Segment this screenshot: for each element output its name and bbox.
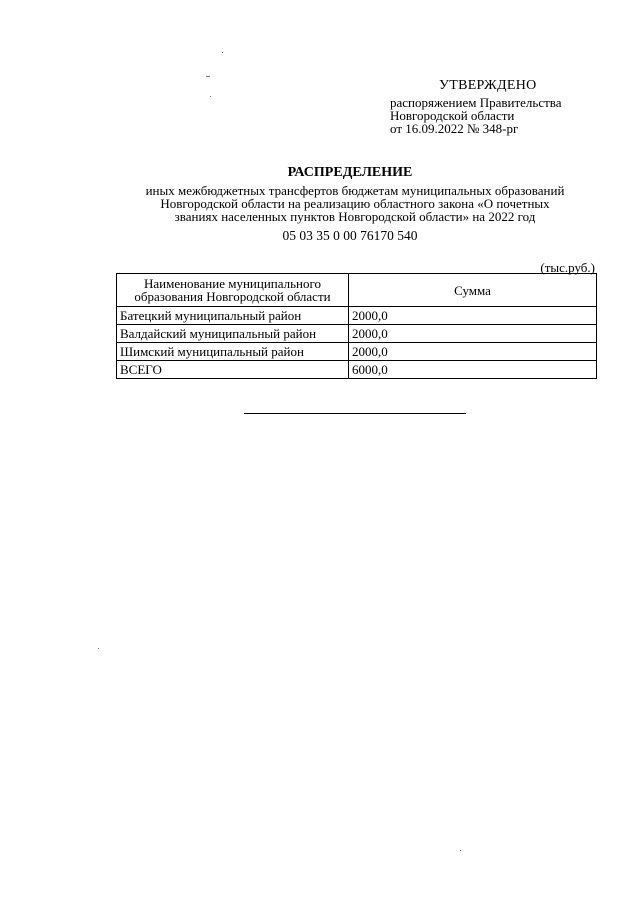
total-sum: 6000,0 — [349, 361, 597, 379]
total-label: ВСЕГО — [117, 361, 349, 379]
distribution-table — [116, 273, 597, 379]
table-row — [117, 307, 597, 325]
row-name: Батецкий муниципальный район — [117, 307, 349, 325]
approval-details — [390, 96, 562, 135]
document-title: РАСПРЕДЕЛЕНИЕ — [287, 165, 413, 180]
header-name — [117, 274, 349, 307]
scan-speck — [222, 52, 223, 53]
row-sum: 2000,0 — [349, 307, 597, 325]
header-name-line: Наименование муниципального — [143, 276, 322, 291]
approval-title: УТВЕРЖДЕНО — [439, 78, 537, 93]
row-name: Валдайский муниципальный район — [117, 325, 349, 343]
approval-line: Новгородской области — [390, 108, 515, 123]
scan-speck — [210, 96, 211, 97]
subtitle-line: иных межбюджетных трансфертов бюджетам муниципальных образований — [145, 183, 565, 198]
row-name: Шимский муниципальный район — [117, 343, 349, 361]
approval-line: распоряжением Правительства — [390, 95, 562, 110]
row-sum: 2000,0 — [349, 325, 597, 343]
units-label: (тыс.руб.) — [540, 260, 595, 275]
scan-speck — [206, 76, 210, 77]
table-row — [117, 343, 597, 361]
approval-date-number: от 16.09.2022 № 348-рг — [390, 121, 519, 136]
budget-code: 05 03 35 0 00 76170 540 — [282, 228, 418, 243]
end-divider — [244, 413, 466, 414]
table-header-row — [117, 274, 597, 307]
row-sum: 2000,0 — [349, 343, 597, 361]
document-subtitle — [110, 184, 600, 223]
scan-speck — [98, 648, 99, 649]
table-total-row — [117, 361, 597, 379]
header-sum: Сумма — [349, 274, 597, 307]
subtitle-line: Новгородской области на реализацию областного закона «О почетных — [160, 196, 550, 211]
header-name-line: образования Новгородской области — [134, 289, 331, 304]
scan-speck — [460, 850, 461, 851]
subtitle-line: званиях населенных пунктов Новгородской области» на 2022 год — [174, 209, 536, 224]
table-row — [117, 325, 597, 343]
